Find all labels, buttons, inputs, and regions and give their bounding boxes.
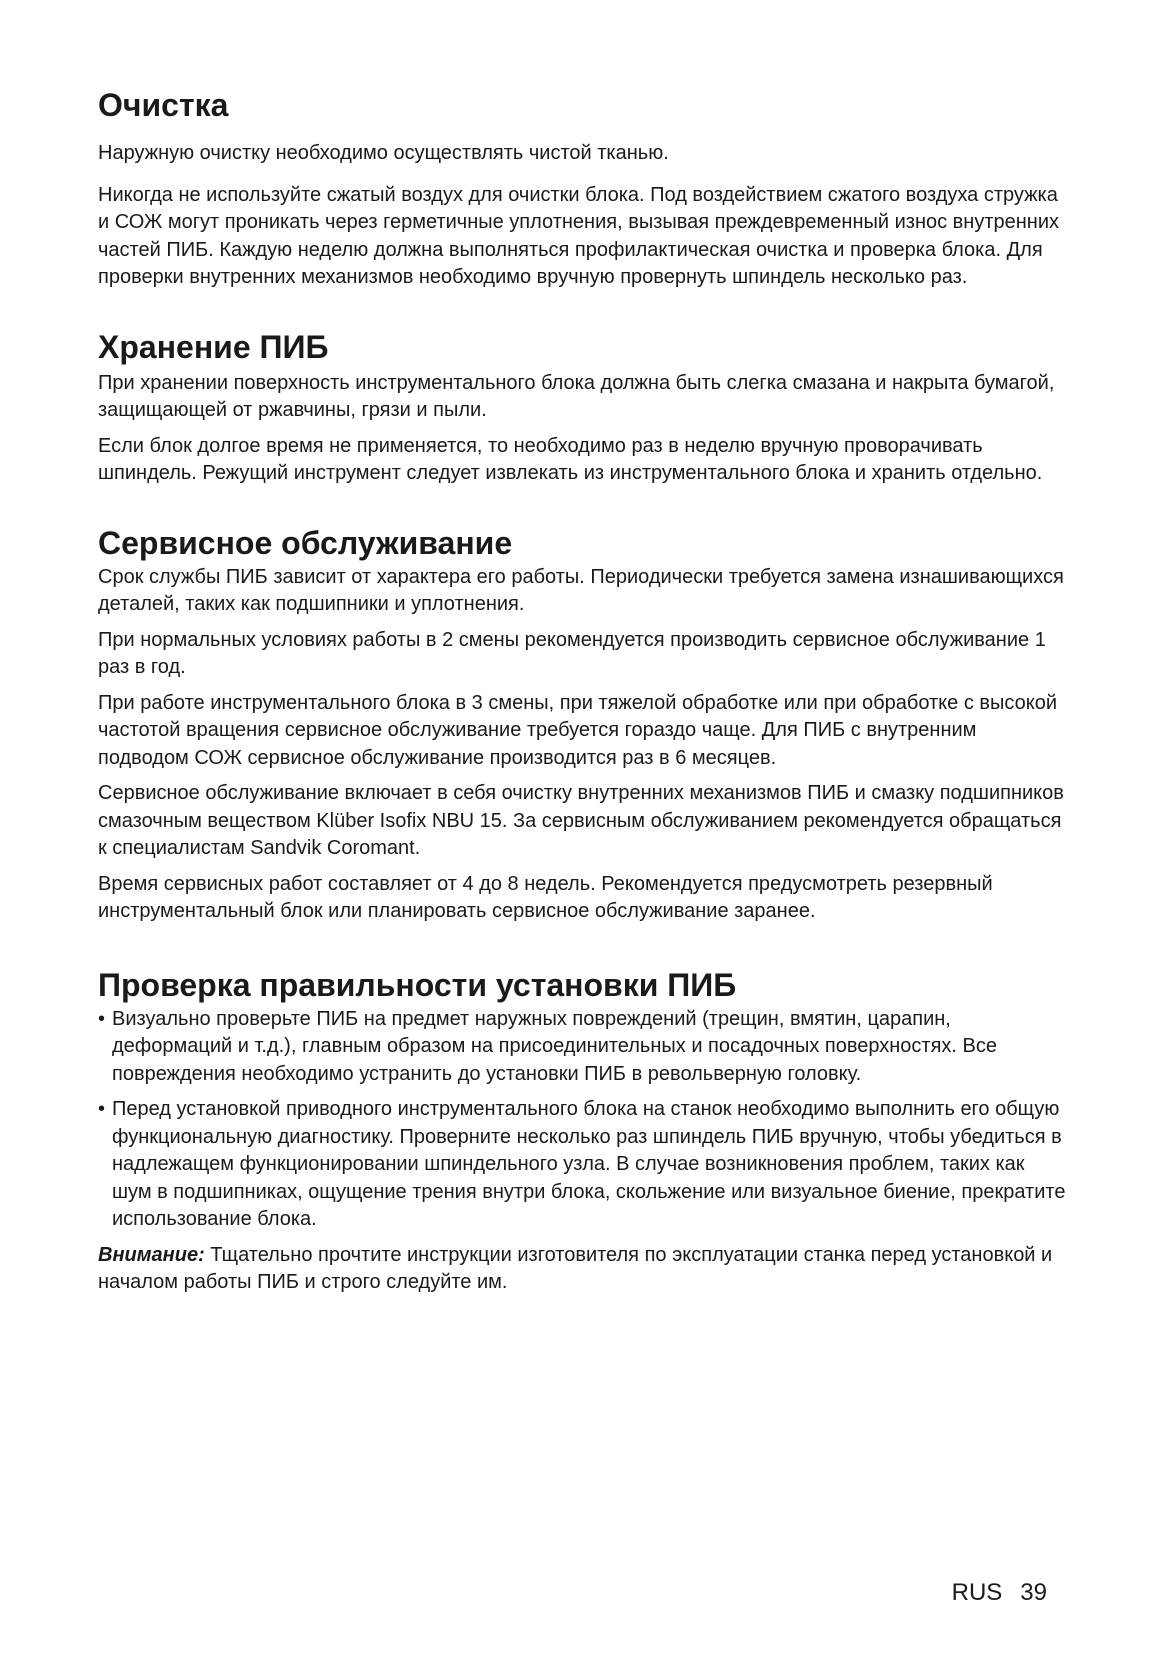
paragraph: Сервисное обслуживание включает в себя очистку внутренних механизмов ПИБ и смазку подшипников смазочным веществом Klüber Isofix NBU 15. За сервисным обслуживанием рекомендуется обращаться к специалистам Sandvik Coromant. xyxy=(98,782,1064,859)
paragraph: При нормальных условиях работы в 2 смены рекомендуется производить сервисное обслуживание 1 раз в год. xyxy=(98,628,1046,678)
paragraph: Наружную очистку необходимо осуществлять чистой тканью. xyxy=(98,142,669,164)
paragraph: Никогда не используйте сжатый воздух для очистки блока. Под воздействием сжатого воздуха стружка и СОЖ могут проникать через герметичные уплотнения, вызывая преждевременный износ внутренних частей ПИБ. Каждую неделю должна выполняться профилактическая очистка и проверка блока. Для проверки внутренних механизмов необходимо вручную провернуть шпиндель несколько раз. xyxy=(98,183,1060,288)
warning-text: Тщательно прочтите инструкции изготовителя по эксплуатации станка перед установкой и началом работы ПИБ и строго следуйте им. xyxy=(98,1243,1053,1293)
paragraph: Время сервисных работ составляет от 4 до 8 недель. Рекомендуется предусмотреть резервный инструментальный блок или планировать сервисное обслуживание заранее. xyxy=(98,872,993,922)
warning-label: Внимание: xyxy=(98,1243,205,1266)
list-item xyxy=(98,1006,1068,1089)
list-item xyxy=(98,1096,1068,1234)
paragraph: Срок службы ПИБ зависит от характера его работы. Периодически требуется замена изнашивающихся деталей, таких как подшипники и уплотнения. xyxy=(98,565,1064,615)
section-title-storage: Хранение ПИБ xyxy=(98,328,329,365)
warning-note xyxy=(98,1242,1068,1297)
paragraph: Если блок долгое время не применяется, то необходимо раз в неделю вручную проворачивать шпиндель. Режущий инструмент следует извлекать из инструментального блока и хранить отдельно. xyxy=(98,434,1043,484)
language-code: RUS xyxy=(951,1579,1003,1606)
section-cleaning xyxy=(98,86,1068,292)
section-title-service: Сервисное обслуживание xyxy=(98,524,513,561)
section-service xyxy=(98,524,1068,926)
paragraph: При работе инструментального блока в 3 смены, при тяжелой обработке или при обработке с высокой частотой вращения сервисное обслуживание требуется гораздо чаще. Для ПИБ с внутренним подводом СОЖ сервисное обслуживание производится раз в 6 месяцев. xyxy=(98,691,1057,769)
document-page xyxy=(98,86,1068,1297)
page-footer xyxy=(952,1578,1047,1608)
section-installation-check xyxy=(98,966,1068,1297)
bullet-glyph: • xyxy=(98,1098,106,1120)
section-title-installation-check: Проверка правильности установки ПИБ xyxy=(98,966,737,1003)
list-item-text: Визуально проверьте ПИБ на предмет наружных повреждений (трещин, вмятин, царапин, деформаций и т.д.), главным образом на присоединительных и посадочных поверхностях. Все повреждения необходимо устранить до установки ПИБ в револьверную головку. xyxy=(112,1007,997,1085)
list-item-text: Перед установкой приводного инструментального блока на станок необходимо выполнить его общую функциональную диагностику. Проверните несколько раз шпиндель ПИБ вручную, чтобы убедиться в надлежащем функционировании шпиндельного узла. В случае возникновения проблем, таких как шум в подшипниках, ощущение трения внутри блока, скольжение или визуальное биение, прекратите использование блока. xyxy=(112,1098,1066,1230)
section-storage xyxy=(98,328,1068,488)
bullet-list xyxy=(98,1006,1068,1234)
paragraph: При хранении поверхность инструментального блока должна быть слегка смазана и накрыта бумагой, защищающей от ржавчины, грязи и пыли. xyxy=(98,371,1055,421)
section-title-cleaning: Очистка xyxy=(98,87,229,123)
bullet-glyph: • xyxy=(98,1007,106,1030)
page-number: 39 xyxy=(1020,1579,1047,1606)
